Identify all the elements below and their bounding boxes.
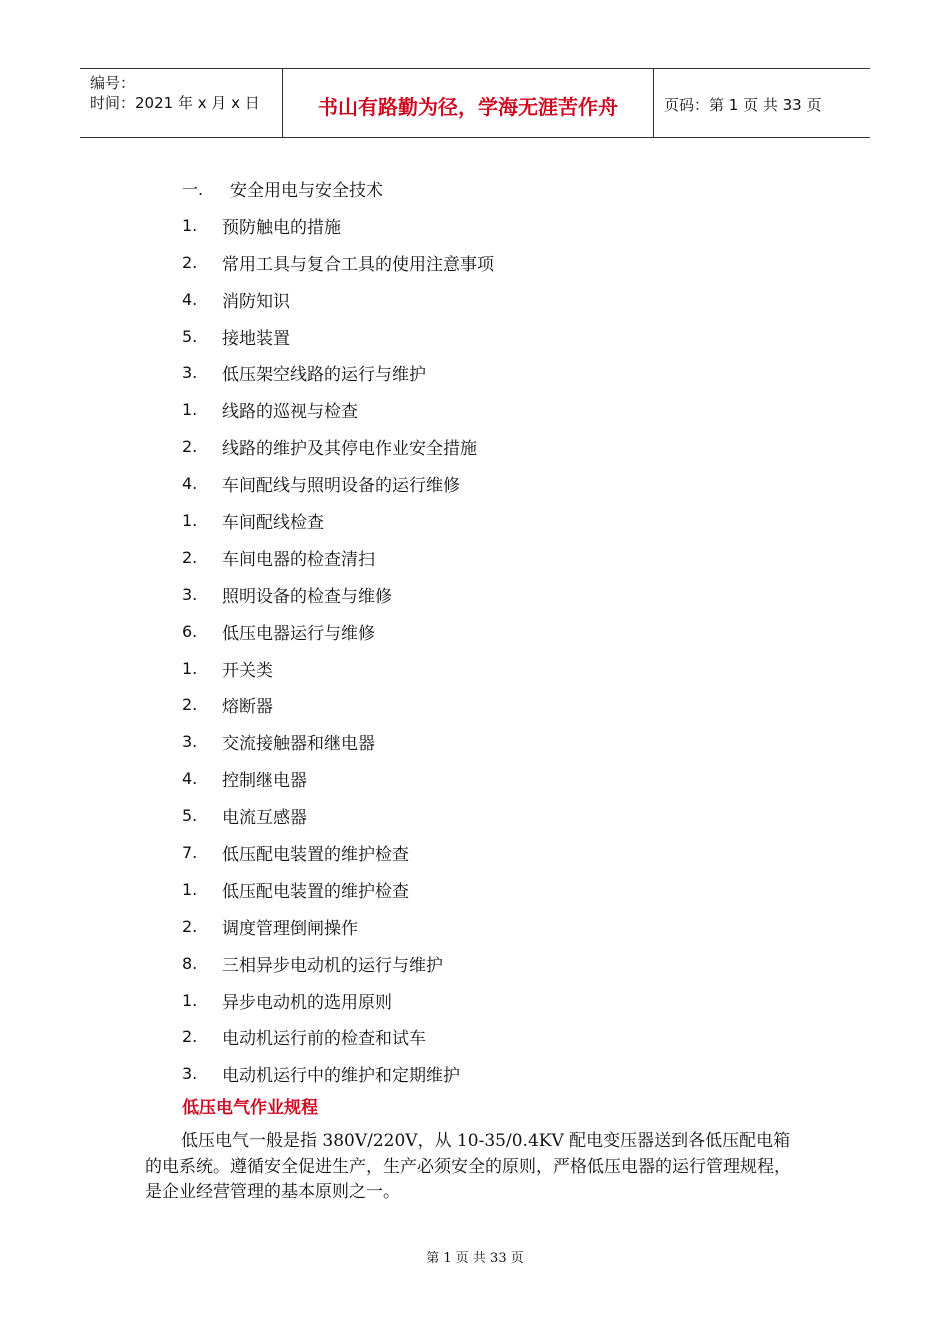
toc-item-number: 8. xyxy=(182,953,198,973)
toc-item-text: 车间配线与照明设备的运行维修 xyxy=(222,476,460,497)
section-title: 低压电气作业规程 xyxy=(182,1098,318,1118)
toc-item-text: 线路的维护及其停电作业安全措施 xyxy=(222,439,477,460)
toc-item-text: 预防触电的措施 xyxy=(222,217,341,238)
toc-item-text: 接地装置 xyxy=(222,328,290,349)
toc-item xyxy=(182,650,494,687)
header-motto: 书山有路勤为径，学海无涯苦作舟 xyxy=(282,69,654,137)
toc-item xyxy=(182,170,494,207)
toc-item-number: 2. xyxy=(182,695,198,715)
toc-item xyxy=(182,834,494,871)
toc-item-text: 消防知识 xyxy=(222,291,290,312)
toc-item xyxy=(182,686,494,723)
toc-item-text: 照明设备的检查与维修 xyxy=(222,586,392,607)
toc-item-text: 异步电动机的选用原则 xyxy=(222,992,392,1013)
toc-item-text: 线路的巡视与检查 xyxy=(222,402,358,423)
toc-item-number: 4. xyxy=(182,289,198,309)
toc-item xyxy=(182,318,494,355)
toc-item xyxy=(182,354,494,391)
toc-item-text: 车间电器的检查清扫 xyxy=(222,549,375,570)
toc-item-number: 7. xyxy=(182,842,198,862)
toc-item-number: 1. xyxy=(182,400,198,420)
toc-item-text: 常用工具与复合工具的使用注意事项 xyxy=(222,254,494,275)
toc-item xyxy=(182,428,494,465)
toc-item-number: 1. xyxy=(182,215,198,235)
toc-item-number: 1. xyxy=(182,990,198,1010)
toc-item-text: 安全用电与安全技术 xyxy=(230,180,383,201)
toc-item-number: 2. xyxy=(182,547,198,567)
toc-item-number: 一. xyxy=(182,179,204,199)
page-header xyxy=(80,68,870,138)
toc-item-number: 2. xyxy=(182,1027,198,1047)
body-paragraph: 低压电气一般是指 380V/220V，从 10-35/0.4KV 配电变压器送到各低压配电箱的电系统。遵循安全促进生产，生产必须安全的原则，严格低压电器的运行管理规程，是企业经营管理的基本原则之一。 xyxy=(145,1131,791,1202)
toc-item xyxy=(182,207,494,244)
toc-item xyxy=(182,760,494,797)
toc-item-number: 5. xyxy=(182,326,198,346)
header-page-info: 页码：第 1 页 共 33 页 xyxy=(664,95,822,114)
toc-item-number: 2. xyxy=(182,437,198,457)
toc-item-number: 2. xyxy=(182,916,198,936)
toc-item-number: 3. xyxy=(182,1064,198,1084)
toc-item-text: 三相异步电动机的运行与维护 xyxy=(222,955,443,976)
toc-item xyxy=(182,281,494,318)
toc-item-number: 1. xyxy=(182,658,198,678)
toc-item xyxy=(182,945,494,982)
toc-item xyxy=(182,613,494,650)
toc-item-number: 1. xyxy=(182,510,198,530)
toc-item xyxy=(182,1055,494,1092)
table-of-contents xyxy=(182,170,494,1092)
toc-item-text: 开关类 xyxy=(222,660,273,681)
toc-item xyxy=(182,908,494,945)
toc-item-text: 熔断器 xyxy=(222,697,273,718)
toc-item-number: 3. xyxy=(182,363,198,383)
toc-item-number: 4. xyxy=(182,474,198,494)
toc-item-number: 3. xyxy=(182,732,198,752)
toc-item xyxy=(182,723,494,760)
toc-item-number: 2. xyxy=(182,252,198,272)
toc-item xyxy=(182,244,494,281)
toc-item xyxy=(182,576,494,613)
toc-item-text: 低压架空线路的运行与维护 xyxy=(222,365,426,386)
toc-item-number: 3. xyxy=(182,584,198,604)
toc-item-text: 电流互感器 xyxy=(222,808,307,829)
header-meta xyxy=(80,69,282,137)
toc-item-number: 6. xyxy=(182,621,198,641)
document-number-label: 编号： xyxy=(90,74,136,92)
toc-item xyxy=(182,539,494,576)
toc-item-number: 4. xyxy=(182,769,198,789)
toc-item xyxy=(182,465,494,502)
toc-item xyxy=(182,982,494,1019)
toc-item xyxy=(182,797,494,834)
toc-item-text: 低压电器运行与维修 xyxy=(222,623,375,644)
toc-item-number: 5. xyxy=(182,806,198,826)
toc-item-text: 调度管理倒闸操作 xyxy=(222,918,358,939)
toc-item xyxy=(182,502,494,539)
toc-item-text: 低压配电装置的维护检查 xyxy=(222,881,409,902)
toc-item-text: 控制继电器 xyxy=(222,771,307,792)
toc-item-text: 电动机运行前的检查和试车 xyxy=(222,1029,426,1050)
toc-item xyxy=(182,391,494,428)
page-footer: 第 1 页 共 33 页 xyxy=(426,1251,524,1266)
toc-item-text: 电动机运行中的维护和定期维护 xyxy=(222,1066,460,1087)
toc-item-text: 交流接触器和继电器 xyxy=(222,734,375,755)
toc-item-text: 低压配电装置的维护检查 xyxy=(222,844,409,865)
toc-item xyxy=(182,871,494,908)
toc-item-number: 1. xyxy=(182,879,198,899)
document-date: 时间：2021 年 x 月 x 日 xyxy=(90,94,260,112)
toc-item xyxy=(182,1018,494,1055)
toc-item-text: 车间配线检查 xyxy=(222,512,324,533)
